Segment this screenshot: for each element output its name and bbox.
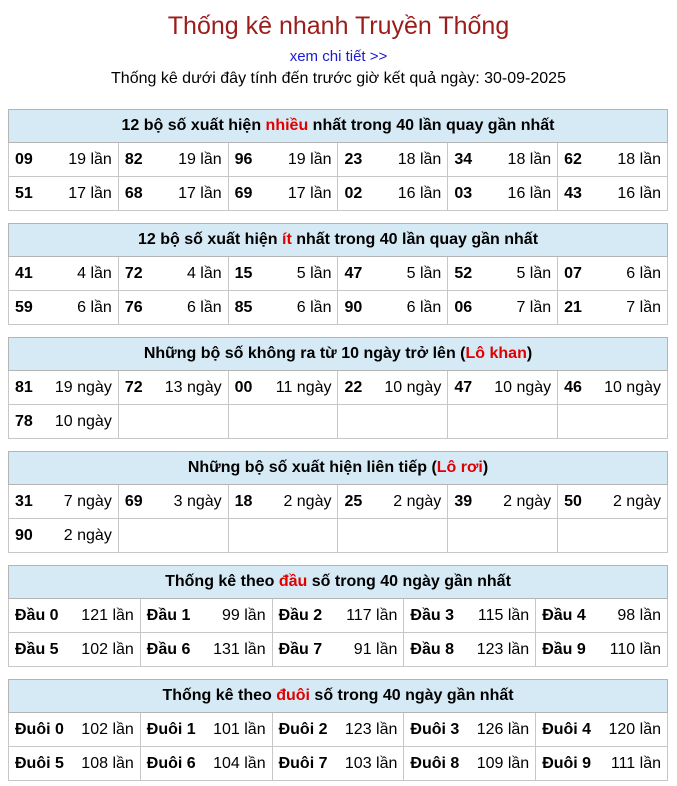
- stat-cell: [9, 519, 119, 553]
- stat-key: 00: [234, 378, 253, 396]
- stat-count: 6 lần: [406, 298, 442, 316]
- stat-key: 47: [344, 264, 363, 282]
- stat-cell: [9, 371, 119, 405]
- stat-cell: [404, 599, 536, 633]
- stat-key: Đuôi 6: [146, 754, 196, 772]
- stat-cell: [118, 405, 228, 439]
- stat-count: 13 ngày: [164, 378, 222, 396]
- stat-count: 5 lần: [516, 264, 552, 282]
- stat-count: 16 lần: [617, 184, 661, 202]
- section-title-highlight: đuôi: [276, 687, 310, 704]
- stat-count: 18 lần: [397, 150, 442, 168]
- stat-key: 59: [15, 298, 33, 316]
- section-title-text: ): [526, 345, 533, 362]
- stat-key: 03: [454, 184, 473, 202]
- stat-cell: [118, 143, 228, 177]
- stat-cell: [272, 599, 404, 633]
- section-title-highlight: Lô rơi: [436, 459, 483, 476]
- section-title-highlight: ít: [282, 231, 292, 248]
- stat-key: Đuôi 9: [542, 754, 592, 772]
- stat-count: 6 lần: [77, 298, 112, 316]
- stat-count: 11 ngày: [275, 378, 332, 396]
- stat-cell: [9, 747, 141, 781]
- stat-count: 18 lần: [617, 150, 661, 168]
- stat-cell: [558, 405, 668, 439]
- stat-cell: [228, 177, 338, 211]
- table-row: [9, 633, 668, 667]
- stat-cell: [228, 257, 338, 291]
- stat-key: Đầu 5: [15, 640, 59, 658]
- stat-cell: [118, 485, 228, 519]
- stat-count: 10 ngày: [384, 378, 442, 396]
- page-subtitle: Thống kê dưới đây tính đến trước giờ kết quả ngày: 30-09-2025: [111, 70, 566, 87]
- stat-cell: [448, 519, 558, 553]
- stat-key: 62: [564, 150, 582, 168]
- stat-count: 98 lần: [617, 606, 661, 624]
- stat-key: Đầu 6: [146, 640, 191, 658]
- table-row: [9, 143, 668, 177]
- table-row: [9, 371, 668, 405]
- stat-cell: [118, 519, 228, 553]
- section-title-text: ): [482, 459, 489, 476]
- stat-key: 41: [15, 264, 33, 282]
- stat-cell: [338, 143, 448, 177]
- stat-cell: [558, 519, 668, 553]
- stat-count: 5 lần: [406, 264, 442, 282]
- stat-key: Đầu 1: [146, 606, 191, 624]
- stat-key: 72: [124, 264, 143, 282]
- stat-count: 131 lần: [213, 640, 266, 658]
- stat-key: 78: [15, 412, 33, 430]
- stat-cell: [118, 177, 228, 211]
- stat-cell: [9, 485, 119, 519]
- stat-key: 90: [344, 298, 363, 316]
- stat-key: 52: [454, 264, 473, 282]
- table-row: [9, 519, 668, 553]
- stat-cell: [118, 371, 228, 405]
- stat-count: 121 lần: [81, 606, 134, 624]
- table-row: [9, 177, 668, 211]
- stat-key: Đuôi 0: [15, 720, 64, 738]
- stat-key: 96: [234, 150, 253, 168]
- stat-cell: [558, 177, 668, 211]
- stat-count: 4 lần: [77, 264, 112, 282]
- stat-cell: [272, 713, 404, 747]
- stat-cell: [558, 257, 668, 291]
- stat-cell: [228, 405, 338, 439]
- stat-count: 18 lần: [507, 150, 552, 168]
- stat-key: Đầu 3: [410, 606, 454, 624]
- stat-key: 81: [15, 378, 33, 396]
- stat-key: Đầu 0: [15, 606, 59, 624]
- stats-table: [8, 679, 668, 781]
- stat-key: Đầu 4: [542, 606, 586, 624]
- section-title-text: Thống kê theo: [165, 573, 279, 590]
- section-title-highlight: Lô khan: [465, 345, 527, 362]
- table-row: [9, 291, 668, 325]
- stat-count: 109 lần: [476, 754, 530, 772]
- stat-count: 7 ngày: [63, 492, 112, 510]
- stat-key: 31: [15, 492, 33, 510]
- stat-cell: [140, 713, 272, 747]
- stat-count: 7 lần: [626, 298, 661, 316]
- stat-count: 2 ngày: [283, 492, 332, 510]
- section-title-text: số trong 40 ngày gần nhất: [309, 687, 514, 704]
- stat-key: 72: [124, 378, 143, 396]
- stat-key: 43: [564, 184, 582, 202]
- stat-cell: [9, 177, 119, 211]
- section-title-highlight: đầu: [278, 573, 308, 590]
- stat-key: Đuôi 8: [410, 754, 460, 772]
- table-row: [9, 713, 668, 747]
- stat-count: 16 lần: [507, 184, 552, 202]
- stat-cell: [338, 405, 448, 439]
- stat-cell: [338, 291, 448, 325]
- stat-cell: [536, 747, 668, 781]
- stat-cell: [140, 633, 272, 667]
- section-title: [9, 452, 668, 485]
- stat-count: 10 ngày: [494, 378, 552, 396]
- stat-cell: [448, 177, 558, 211]
- table-row: [9, 257, 668, 291]
- stat-cell: [228, 143, 338, 177]
- stat-key: 06: [454, 298, 473, 316]
- stat-key: Đầu 8: [410, 640, 454, 658]
- stat-key: Đầu 7: [278, 640, 323, 658]
- stat-count: 103 lần: [344, 754, 398, 772]
- stat-count: 117 lần: [346, 606, 398, 624]
- stat-count: 19 lần: [287, 150, 332, 168]
- stat-count: 102 lần: [81, 720, 134, 738]
- stat-count: 17 lần: [68, 184, 112, 202]
- table-row: [9, 405, 668, 439]
- section-title-text: 12 bộ số xuất hiện: [121, 117, 266, 134]
- stat-cell: [140, 599, 272, 633]
- stat-count: 91 lần: [353, 640, 398, 658]
- stat-count: 19 lần: [68, 150, 112, 168]
- stat-count: 2 ngày: [503, 492, 552, 510]
- section-title: [9, 338, 668, 371]
- stat-cell: [536, 599, 668, 633]
- stat-cell: [536, 713, 668, 747]
- stat-count: 2 ngày: [612, 492, 661, 510]
- stat-cell: [338, 519, 448, 553]
- stat-count: 6 lần: [626, 264, 661, 282]
- stat-key: 21: [564, 298, 582, 316]
- stat-count: 123 lần: [476, 640, 530, 658]
- section-title-text: nhất trong 40 lần quay gần nhất: [308, 117, 555, 134]
- stat-key: 18: [234, 492, 253, 510]
- stats-table: [8, 451, 668, 553]
- stat-count: 104 lần: [213, 754, 266, 772]
- stat-count: 2 ngày: [393, 492, 442, 510]
- stat-cell: [558, 291, 668, 325]
- stat-cell: [9, 713, 141, 747]
- stat-key: Đuôi 1: [146, 720, 196, 738]
- stat-key: 82: [124, 150, 143, 168]
- section-title: [9, 566, 668, 599]
- stat-cell: [558, 485, 668, 519]
- stat-count: 4 lần: [186, 264, 222, 282]
- stat-cell: [9, 143, 119, 177]
- stat-count: 10 ngày: [54, 412, 112, 430]
- section-title-text: nhất trong 40 lần quay gần nhất: [291, 231, 539, 248]
- stat-key: Đuôi 7: [278, 754, 328, 772]
- stat-count: 16 lần: [397, 184, 442, 202]
- stat-cell: [118, 291, 228, 325]
- stats-table: [8, 109, 668, 211]
- stat-count: 101 lần: [213, 720, 266, 738]
- stat-count: 120 lần: [608, 720, 661, 738]
- stat-cell: [448, 291, 558, 325]
- stat-count: 110 lần: [609, 640, 661, 658]
- table-row: [9, 599, 668, 633]
- stat-key: Đầu 9: [542, 640, 586, 658]
- stat-count: 6 lần: [296, 298, 332, 316]
- stat-cell: [228, 291, 338, 325]
- stat-key: 69: [124, 492, 143, 510]
- stat-key: Đuôi 5: [15, 754, 64, 772]
- section-title: [9, 680, 668, 713]
- stat-count: 19 lần: [178, 150, 222, 168]
- stat-cell: [338, 257, 448, 291]
- stat-key: 85: [234, 298, 253, 316]
- stat-cell: [272, 633, 404, 667]
- stat-key: 34: [454, 150, 473, 168]
- stat-key: Đuôi 2: [278, 720, 328, 738]
- stat-key: 69: [234, 184, 253, 202]
- stat-cell: [228, 485, 338, 519]
- stat-key: 68: [124, 184, 143, 202]
- stat-key: 47: [454, 378, 473, 396]
- stat-key: 90: [15, 526, 33, 544]
- stat-cell: [448, 257, 558, 291]
- stat-key: Đầu 2: [278, 606, 323, 624]
- stat-count: 5 lần: [296, 264, 332, 282]
- stat-key: 39: [454, 492, 473, 510]
- stat-key: 02: [344, 184, 363, 202]
- stat-cell: [228, 371, 338, 405]
- stat-cell: [404, 747, 536, 781]
- stat-count: 17 lần: [287, 184, 332, 202]
- stat-count: 115 lần: [477, 606, 530, 624]
- stat-count: 102 lần: [81, 640, 134, 658]
- stat-cell: [338, 371, 448, 405]
- stats-table: [8, 223, 668, 325]
- stat-key: 25: [344, 492, 363, 510]
- stat-key: 46: [564, 378, 582, 396]
- section-title-highlight: nhiều: [265, 117, 309, 134]
- stat-count: 111 lần: [610, 754, 661, 772]
- stat-key: 15: [234, 264, 253, 282]
- stat-cell: [140, 747, 272, 781]
- stat-key: 09: [15, 150, 33, 168]
- section-title-text: Những bộ số không ra từ 10 ngày trở lên (: [143, 345, 466, 362]
- stats-table: [8, 337, 668, 439]
- stat-count: 108 lần: [81, 754, 134, 772]
- stat-cell: [338, 485, 448, 519]
- section-title-text: 12 bộ số xuất hiện: [137, 231, 282, 248]
- stat-cell: [272, 747, 404, 781]
- stat-cell: [536, 633, 668, 667]
- section-title: [9, 110, 668, 143]
- stat-cell: [9, 599, 141, 633]
- stat-cell: [558, 371, 668, 405]
- stat-key: 51: [15, 184, 33, 202]
- stat-count: 3 ngày: [173, 492, 222, 510]
- stat-cell: [558, 143, 668, 177]
- stat-cell: [404, 633, 536, 667]
- stat-cell: [338, 177, 448, 211]
- stat-count: 10 ngày: [604, 378, 661, 396]
- stat-count: 19 ngày: [54, 378, 112, 396]
- stat-count: 126 lần: [476, 720, 530, 738]
- stat-key: 76: [124, 298, 143, 316]
- stat-cell: [228, 519, 338, 553]
- table-row: [9, 747, 668, 781]
- stat-cell: [9, 405, 119, 439]
- stat-count: 99 lần: [222, 606, 266, 624]
- section-title-text: số trong 40 ngày gần nhất: [307, 573, 511, 590]
- stat-key: 22: [344, 378, 363, 396]
- section-title: [9, 224, 668, 257]
- stat-count: 7 lần: [516, 298, 552, 316]
- stat-count: 6 lần: [186, 298, 222, 316]
- view-details-link[interactable]: xem chi tiết >>: [289, 48, 388, 65]
- stat-key: Đuôi 4: [542, 720, 592, 738]
- stat-key: 07: [564, 264, 582, 282]
- stat-key: 23: [344, 150, 363, 168]
- stat-count: 17 lần: [178, 184, 222, 202]
- stat-cell: [9, 291, 119, 325]
- stat-cell: [448, 485, 558, 519]
- stat-cell: [448, 371, 558, 405]
- page-header: [0, 0, 677, 89]
- stat-cell: [9, 633, 141, 667]
- stat-cell: [448, 405, 558, 439]
- section-title-text: Những bộ số xuất hiện liên tiếp (: [187, 459, 437, 476]
- stat-cell: [9, 257, 119, 291]
- stat-cell: [404, 713, 536, 747]
- stat-count: 2 ngày: [63, 526, 112, 544]
- stats-table: [8, 565, 668, 667]
- table-row: [9, 485, 668, 519]
- stat-count: 123 lần: [344, 720, 398, 738]
- page-title: Thống kê nhanh Truyền Thống: [167, 12, 510, 40]
- section-title-text: Thống kê theo: [162, 687, 277, 704]
- stat-cell: [448, 143, 558, 177]
- stat-cell: [118, 257, 228, 291]
- stat-key: 50: [564, 492, 582, 510]
- stat-key: Đuôi 3: [410, 720, 460, 738]
